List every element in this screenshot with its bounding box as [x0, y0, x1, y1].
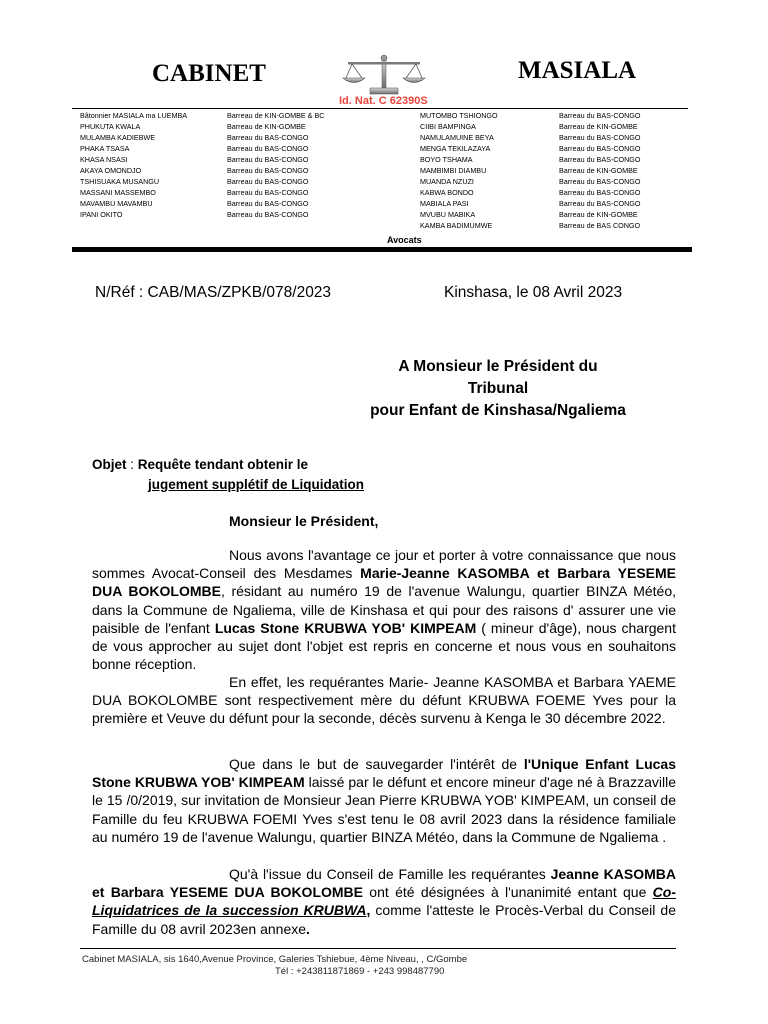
addressee-line: Tribunal — [467, 380, 529, 397]
roster-bar: Barreau de KIN-GOMBE — [227, 122, 306, 131]
roster-name: MAVAMBU MAVAMBU — [80, 199, 153, 208]
roster-name: PHUKUTA KWALA — [80, 122, 141, 131]
roster-bar: Barreau du BAS-CONGO — [559, 199, 641, 208]
roster-bar: Barreau du BAS-CONGO — [227, 177, 309, 186]
roster-name: MUANDA NZUZI — [420, 177, 474, 186]
footer-rule — [80, 948, 676, 949]
letter-date: Kinshasa, le 08 Avril 2023 — [444, 284, 623, 301]
roster-name: AKAYA OMONDJO — [80, 166, 142, 175]
objet-sep: : — [126, 457, 138, 472]
roster-name: BOYO TSHAMA — [420, 155, 473, 164]
roster-name: MVUBU MABIKA — [420, 210, 476, 219]
p4-text: ont été désignées à l'unanimité entant que — [363, 884, 653, 901]
roster-bars-right — [559, 110, 641, 231]
addressee-line: A Monsieur le Président du — [398, 358, 598, 375]
roster-names-right — [420, 110, 498, 231]
id-nat: Id. Nat. C 62390S — [339, 95, 428, 107]
paragraph-1 — [92, 546, 676, 673]
roster-name: MAMBIMBI DIAMBU — [420, 166, 487, 175]
roster-name: TSHISUAKA MUSANGU — [80, 177, 160, 186]
p1-text: ( mineur d'âge), nous chargent de vous approcher au sujet dont l'objet est repris en concerne et nous vous en souhaitons bonne réception. — [92, 619, 676, 673]
roster-bar: Barreau de KIN-GOMBE — [559, 210, 638, 219]
roster-name: PHAKA TSASA — [80, 144, 130, 153]
p4-comma: , — [366, 902, 371, 919]
roster-name: MENGA TEKILAZAYA — [420, 144, 491, 153]
roster-name: MUTOMBO TSHIONGO — [420, 111, 498, 120]
roster-bar: Barreau du BAS-CONGO — [559, 111, 641, 120]
roster-bar: Barreau de KIN-GOMBE & BC — [227, 111, 325, 120]
roster-bar: Barreau du BAS-CONGO — [227, 166, 309, 175]
roster-name: NAMULAMUINE BEYA — [420, 133, 494, 142]
roster-bar: Barreau de KIN-GOMBE — [559, 166, 638, 175]
roster-bar: Barreau du BAS-CONGO — [227, 155, 309, 164]
addressee-line: pour Enfant de Kinshasa/Ngaliema — [370, 402, 626, 419]
roster-bar: Barreau du BAS-CONGO — [227, 133, 309, 142]
paragraph-2 — [92, 673, 676, 728]
avocats-label: Avocats — [387, 235, 422, 245]
p1-text: Nous avons l'avantage ce jour et porter à votre connaissance que nous sommes Avocat-Conseil des Mesdames — [92, 547, 676, 582]
paragraph-4 — [92, 865, 676, 938]
roster-names-left — [80, 110, 187, 220]
roster-bar: Barreau du BAS-CONGO — [559, 177, 641, 186]
roster-bar: Barreau du BAS-CONGO — [227, 199, 309, 208]
p1-clients: Marie-Jeanne KASOMBA et Barbara YESEME DUA BOKOLOMBE — [92, 565, 676, 600]
roster-name: MABIALA PASI — [420, 199, 469, 208]
p3-text: Que dans le but de sauvegarder l'intérêt de — [229, 756, 524, 772]
roster-bar: Barreau du BAS-CONGO — [227, 210, 309, 219]
roster-bar: Barreau de KIN-GOMBE — [559, 122, 638, 131]
reference-number: N/Réf : CAB/MAS/ZPKB/078/2023 — [95, 284, 332, 301]
paragraph-3 — [92, 755, 676, 846]
cabinet-title-right: MASIALA — [518, 57, 637, 84]
roster-name: MULAMBA KADIEBWE — [80, 133, 156, 142]
scales-of-justice-logo — [342, 54, 426, 96]
roster-bar: Barreau du BAS-CONGO — [227, 188, 309, 197]
cabinet-title-left: CABINET — [152, 60, 266, 87]
roster-bar: Barreau du BAS-CONGO — [559, 188, 641, 197]
roster-name: KHASA NSASI — [80, 155, 128, 164]
p1-child-name: Lucas Stone KRUBWA YOB' KIMPEAM — [214, 619, 477, 636]
p4-period: . — [306, 920, 310, 937]
p4-role: Co-Liquidatrices de la succession KRUBWA — [92, 884, 676, 919]
roster-bar: Barreau de BAS CONGO — [559, 221, 641, 230]
p2-text: En effet, les requérantes Marie- Jeanne KASOMBA et Barbara YAEME DUA BOKOLOMBE sont respectivement mère du défunt KRUBWA FOEME Yves pour la première et Veuve du défunt pour la seconde, décès survenu à Kenga le 30 décembre 2022. — [92, 674, 676, 727]
roster-bar: Barreau du BAS-CONGO — [559, 133, 641, 142]
header-thick-rule — [72, 247, 692, 252]
roster-bar: Barreau du BAS-CONGO — [227, 144, 309, 153]
footer — [82, 954, 682, 978]
roster-bar: Barreau du BAS-CONGO — [559, 144, 641, 153]
roster-name: IPANI OKITO — [80, 210, 123, 219]
p4-text: comme l'atteste le Procès-Verbal du Conseil de Famille du 08 avril 2023en annexe — [92, 902, 676, 937]
roster-name: CIIBI BAMPINGA — [420, 122, 476, 131]
footer-address: Cabinet MASIALA, sis 1640,Avenue Province, Galeries Tshiebue, 4ème Niveau, , C/Gombe — [82, 954, 468, 965]
roster-name: KAMBA BADIMUMWE — [420, 221, 493, 230]
roster-name: Bâtonnier MASIALA ma LUEMBA — [80, 111, 188, 120]
objet-line1: Requête tendant obtenir le — [137, 457, 309, 472]
footer-phone: Tél : +243811871869 - +243 998487790 — [275, 966, 445, 977]
salutation: Monsieur le Président, — [229, 513, 379, 529]
p1-text: , résidant au numéro 19 de l'avenue Walungu, quartier BINZA Météo, dans la Commune de Ngaliema, ville de Kinshasa et qui pour des raisons d' assurer une vie paisible de l'enfant — [92, 583, 676, 636]
p3-child-name: l'Unique Enfant Lucas Stone KRUBWA YOB' KIMPEAM — [92, 756, 676, 791]
roster-bar: Barreau du BAS-CONGO — [559, 155, 641, 164]
addressee-block — [300, 356, 696, 422]
objet-line2: jugement supplétif de Liquidation — [148, 477, 364, 492]
objet-block — [92, 455, 364, 495]
header-rule — [72, 108, 688, 109]
roster-name: KABWA BONDO — [420, 188, 474, 197]
p4-text: Qu'à l'issue du Conseil de Famille les requérantes — [229, 866, 551, 882]
p4-clients: Jeanne KASOMBA et Barbara YESEME DUA BOKOLOMBE — [92, 866, 676, 901]
objet-label: Objet — [92, 457, 127, 472]
roster-bars-left — [227, 110, 324, 220]
roster-name: MASSANI MASSEMBO — [80, 188, 156, 197]
p3-text: laissé par le défunt et encore mineur d'age né à Brazzaville le 15 /0/2019, sur invitation de Monsieur Jean Pierre KRUBWA YOB' KIMPEAM, un conseil de Famille du feu KRUBWA FOEMI Yves s'est tenu le 08 avril 2023 dans la résidence familiale au numéro 19 de l'avenue Walungu, quartier BINZA Météo, dans la Commune de Ngaliema . — [92, 774, 676, 845]
